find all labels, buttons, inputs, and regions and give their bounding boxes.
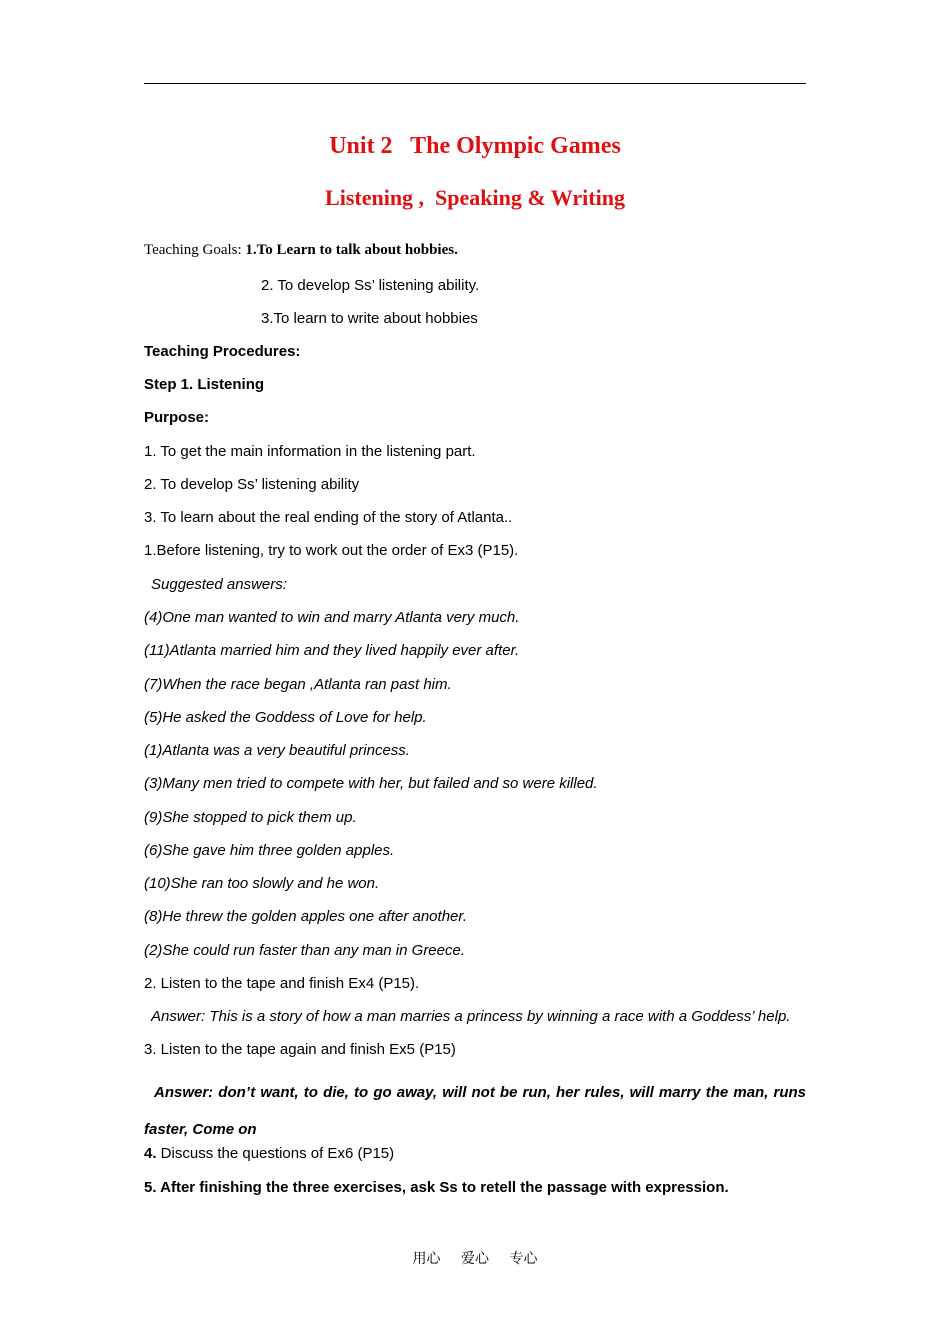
answer-item: (7)When the race began ,Atlanta ran past him. <box>144 676 452 693</box>
ex4-answer: Answer: This is a story of how a man marries a princess by winning a race with a Goddess’ help. <box>151 1008 791 1025</box>
goal-3: 3.To learn to write about hobbies <box>261 310 478 327</box>
header-rule <box>144 83 806 84</box>
goals-label: Teaching Goals: <box>144 242 246 258</box>
teaching-goals <box>144 240 458 260</box>
purpose-item: 3. To learn about the real ending of the story of Atlanta.. <box>144 509 513 526</box>
goal-1: 1.To Learn to talk about hobbies. <box>245 242 458 258</box>
page-subtitle: Listening , Speaking & Writing <box>325 185 625 210</box>
footer-item: 用心 <box>412 1251 441 1267</box>
answer-item: (10)She ran too slowly and he won. <box>144 875 380 892</box>
ex5-answer: Answer: don’t want, to die, to go away, will not be run, her rules, will marry the man, runs faster, Come on <box>144 1084 806 1138</box>
suggested-answers-label: Suggested answers: <box>151 576 287 593</box>
goal-2: 2. To develop Ss’ listening ability. <box>261 277 480 294</box>
retell-instruction: 5. After finishing the three exercises, ask Ss to retell the passage with expression. <box>144 1179 729 1196</box>
footer-item: 专心 <box>509 1251 538 1267</box>
answer-item: (1)Atlanta was a very beautiful princess. <box>144 742 410 759</box>
answer-item: (6)She gave him three golden apples. <box>144 842 395 859</box>
answer-item: (3)Many men tried to compete with her, but failed and so were killed. <box>144 775 598 792</box>
answer-item: (9)She stopped to pick them up. <box>144 809 357 826</box>
ex5-instruction: 3. Listen to the tape again and finish Ex5 (P15) <box>144 1041 456 1058</box>
answer-item: (11)Atlanta married him and they lived happily ever after. <box>144 642 520 659</box>
ex6-number: 4. <box>144 1145 157 1162</box>
before-listening-instruction: 1.Before listening, try to work out the order of Ex3 (P15). <box>144 542 519 559</box>
ex4-instruction: 2. Listen to the tape and finish Ex4 (P15). <box>144 975 420 992</box>
answer-item: (4)One man wanted to win and marry Atlanta very much. <box>144 609 520 626</box>
purpose-label: Purpose: <box>144 409 210 426</box>
purpose-item: 1. To get the main information in the listening part. <box>144 443 476 460</box>
page-footer <box>0 1248 950 1268</box>
ex6-text: Discuss the questions of Ex6 (P15) <box>156 1145 395 1162</box>
purpose-item: 2. To develop Ss’ listening ability <box>144 476 360 493</box>
answer-item: (2)She could run faster than any man in Greece. <box>144 942 466 959</box>
footer-item: 爱心 <box>461 1251 489 1267</box>
answer-item: (8)He threw the golden apples one after another. <box>144 908 467 925</box>
page-title: Unit 2 The Olympic Games <box>329 133 621 159</box>
answer-item: (5)He asked the Goddess of Love for help. <box>144 709 427 726</box>
step-1-heading: Step 1. Listening <box>144 376 265 393</box>
procedures-heading: Teaching Procedures: <box>144 343 301 360</box>
ex6-instruction <box>144 1144 394 1164</box>
